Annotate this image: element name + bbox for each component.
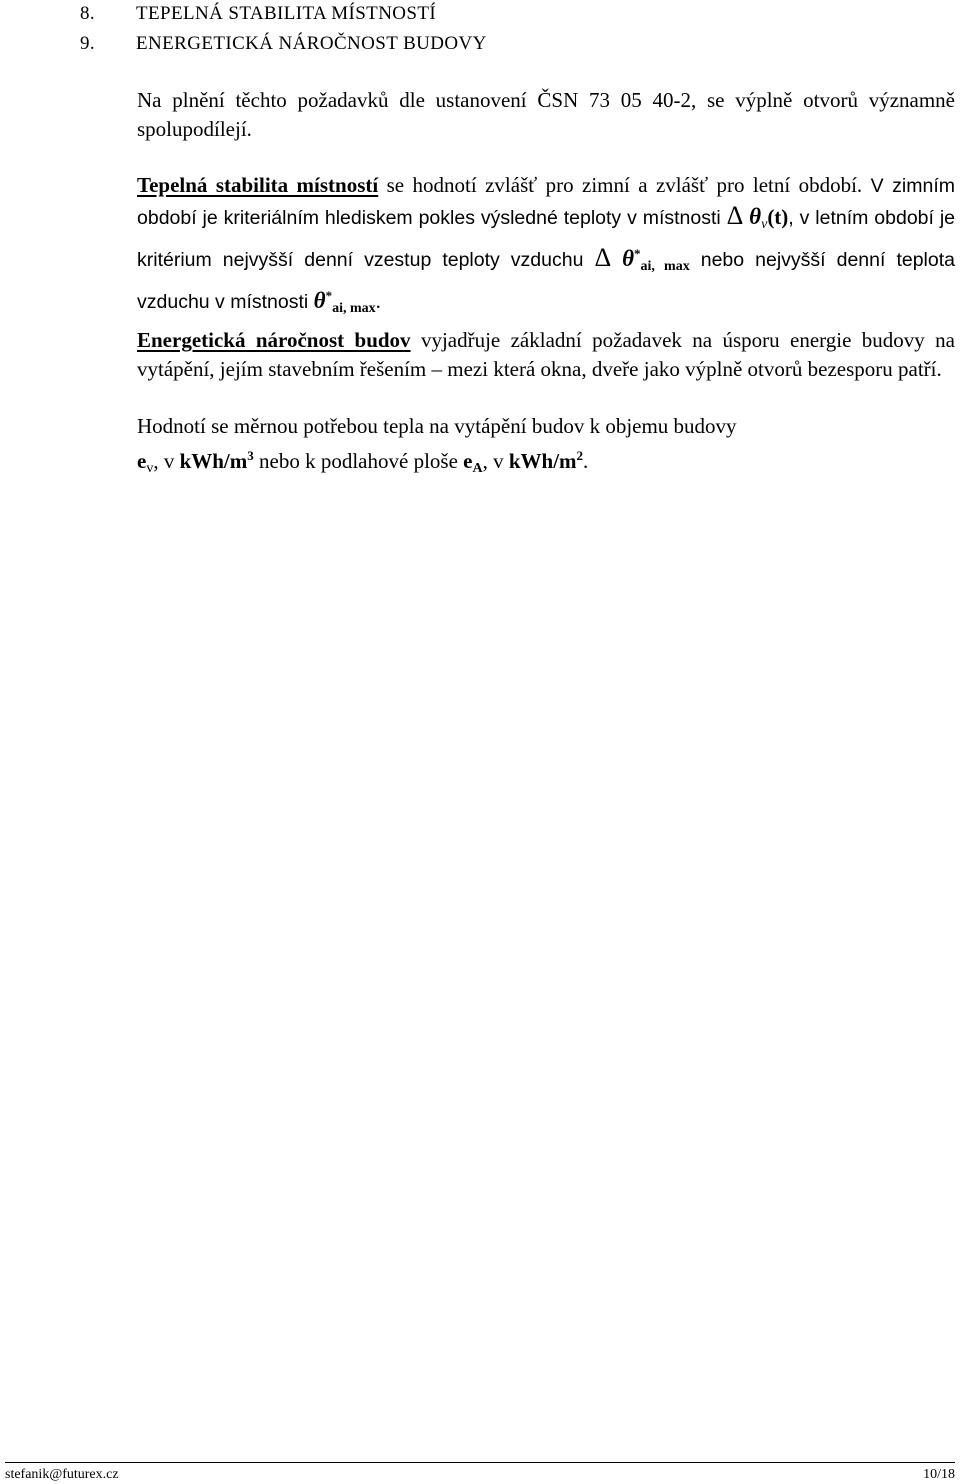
subscript: ai, max <box>640 259 690 274</box>
text-line: Hodnotí se měrnou potřebou tepla na vytápění budov k objemu budovy <box>137 414 737 438</box>
heading-number: 9. <box>80 33 96 54</box>
heading-9 <box>80 33 487 55</box>
paragraph-text: Na plnění těchto požadavků dle ustanovení ČSN 73 05 40-2, se výplně otvorů významně spolupodílejí. <box>137 88 955 141</box>
heading-8 <box>80 3 436 25</box>
subscript: v <box>761 217 768 232</box>
text-segment: . <box>375 289 381 313</box>
argument: (t) <box>767 205 789 229</box>
delta-symbol: Δ <box>594 243 612 272</box>
paragraph-text: vyjadřuje základní požadavek na úsporu energie budovy na vytápění, jejím stavebním řešením – mezi která okna, dveře jako výplně otvorů bezesporu patří. <box>137 328 955 381</box>
unit: kWh/m <box>179 449 248 473</box>
theta-symbol: θ <box>622 246 635 271</box>
star-superscript: * <box>634 246 641 261</box>
symbol-ev: e <box>137 449 147 473</box>
subscript: ai, max <box>332 301 376 316</box>
theta-symbol: θ <box>749 204 762 229</box>
heading-title: ENERGETICKÁ NÁROČNOST BUDOVY <box>136 33 487 54</box>
subscript: A <box>472 461 483 476</box>
term-energy-performance: Energetická náročnost budov <box>137 328 411 352</box>
text-segment: , v <box>153 449 180 473</box>
unit: kWh/m <box>508 449 577 473</box>
subscript: v <box>146 461 154 476</box>
text-segment: . <box>583 449 589 473</box>
text-segment: V zimním období je kriteriálním hlediskem pokles výsledné teploty v místnosti <box>137 175 955 229</box>
footer-email: stefanik@futurex.cz <box>5 1467 119 1482</box>
term-thermal-stability: Tepelná stabilita místností <box>137 173 379 197</box>
paragraph-evaluation <box>137 412 955 483</box>
delta-symbol: Δ <box>726 201 744 230</box>
unit-exponent: 2 <box>576 448 584 463</box>
symbol-ea: e <box>463 449 473 473</box>
paragraph-thermal-stability <box>137 171 955 323</box>
star-superscript: * <box>325 288 333 303</box>
page-number: 10/18 <box>923 1467 955 1482</box>
paragraph-requirements <box>137 86 955 144</box>
paragraph-energy-performance <box>137 326 955 384</box>
heading-title: TEPELNÁ STABILITA MÍSTNOSTÍ <box>136 3 437 24</box>
unit-exponent: 3 <box>247 448 254 463</box>
text-segment: nebo k podlahové ploše <box>253 449 464 473</box>
theta-symbol: θ <box>313 288 326 313</box>
heading-number: 8. <box>80 3 96 24</box>
text-segment: , v <box>482 449 509 473</box>
page-footer <box>5 1462 955 1482</box>
text-segment: nebo nejvyšší denní teplota vzduchu v místnosti <box>137 249 955 313</box>
text-segment: , v letním období je kritérium nejvyšší denní vzestup teploty vzduchu <box>137 207 956 271</box>
text-segment: se hodnotí zvlášť pro zimní a zvlášť pro letní období. <box>378 173 871 197</box>
